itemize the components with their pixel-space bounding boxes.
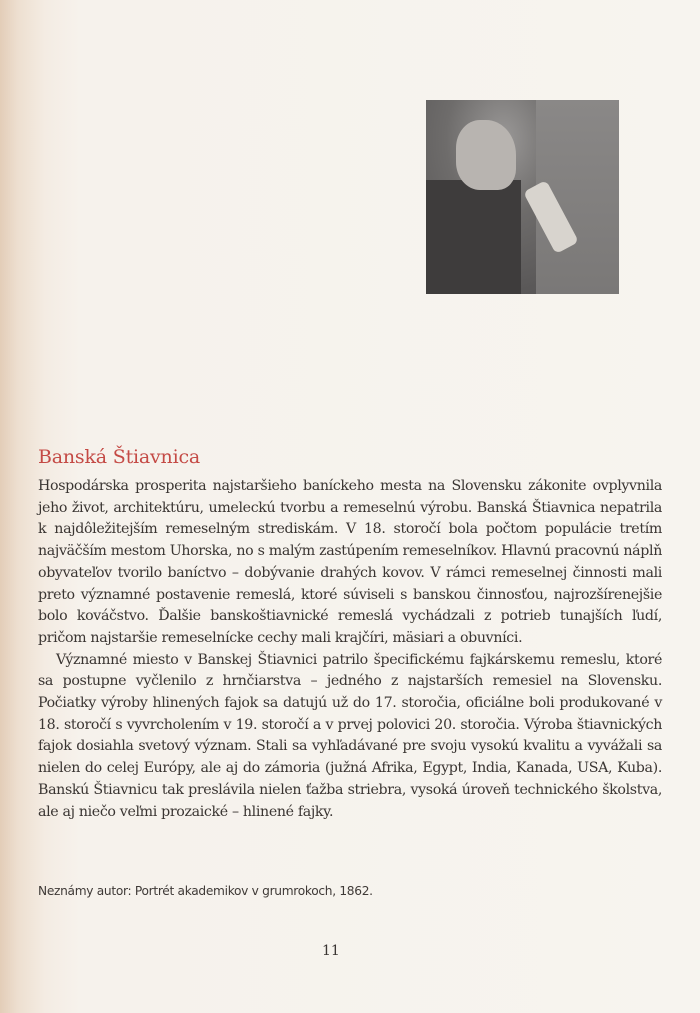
photo-hand-with-pipe (426, 100, 619, 294)
body-text (38, 476, 662, 823)
paragraph-1: Hospodárska prosperita najstaršieho baníckeho mesta na Slovensku zákonite ovplyvnila jeho život, architektúru, umeleckú tvorbu a remeselnú výrobu. Banská Štiavnica nepatrila k najdôležitejším remeselným strediskám. V 18. storočí bola počtom populácie tretím najväčším mestom Uhorska, no s malým zastúpením remeselníkov. Hlavnú pracovnú náplň obyvateľov tvorilo baníctvo – dobývanie drahých kovov. V rámci remeselnej činnosti mali preto významné postavenie remeslá, ktoré súviseli s banskou činnosťou, najrozšírenejšie bolo kováčstvo. Ďalšie banskoštiavnické remeslá vychádzali z potrieb tunajších ľudí, pričom najstaršie remeselnícke cechy mali krajčíri, mäsiari a obuvníci. (38, 478, 662, 646)
page-number: 11 (322, 943, 340, 959)
section-heading: Banská Štiavnica (38, 446, 201, 468)
photo-caption: Neznámy autor: Portrét akademikov v grumrokoch, 1862. (38, 884, 373, 898)
photo-sleeve (426, 180, 521, 294)
photo-hand (456, 120, 516, 190)
paragraph-2: Významné miesto v Banskej Štiavnici patrilo špecifickému fajkárskemu remeslu, ktoré sa postupne vyčlenilo z hrnčiarstva – jedného z najstarších remesiel na Slovensku. Počiatky výroby hlinených fajok sa datujú už do 17. storočia, oficiálne boli produkované v 18. storočí s vyvrcholením v 19. storočí a v prvej polovici 20. storočia. Výroba štiavnických fajok dosiahla svetový význam. Stali sa vyhľadávané pre svoju vysokú kvalitu a vyvážali sa nielen do celej Európy, ale aj do zámoria (južná Afrika, Egypt, India, Kanada, USA, Kuba). Banskú Štiavnicu tak preslávila nielen ťažba striebra, vysoká úroveň technického školstva, ale aj niečo veľmi prozaické – hlinené fajky. (38, 651, 662, 820)
